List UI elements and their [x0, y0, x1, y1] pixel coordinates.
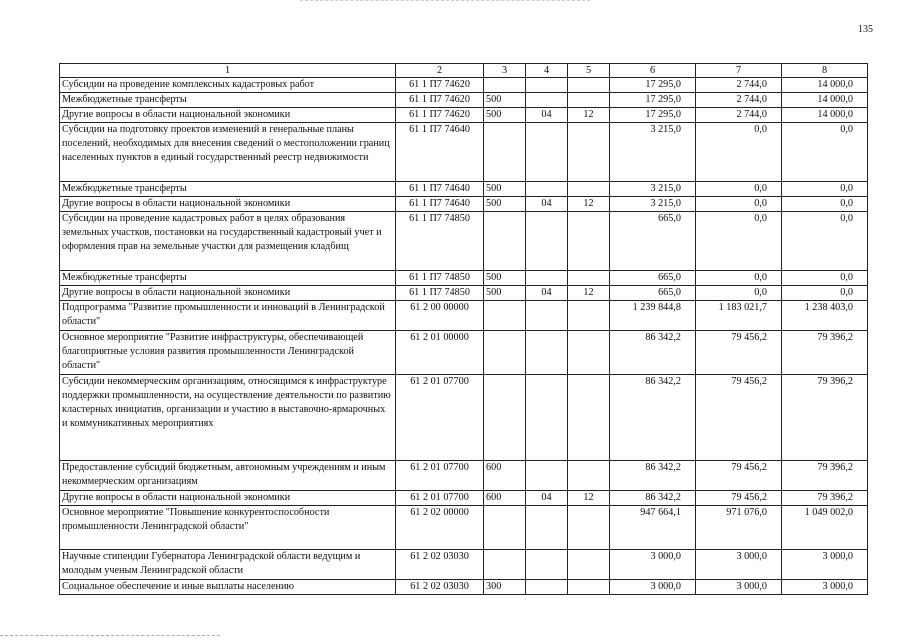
row-value-2023-cell: 3 000,0: [696, 580, 782, 595]
row-value-2024-cell: 14 000,0: [782, 93, 868, 108]
row-code-cell: 61 2 02 03030: [396, 550, 484, 580]
row-section-cell: 04: [526, 108, 568, 123]
row-value-2023-cell: 79 456,2: [696, 375, 782, 461]
row-code-cell: 61 1 П7 74620: [396, 108, 484, 123]
row-expense-type-cell: 500: [484, 108, 526, 123]
row-section-cell: [526, 461, 568, 491]
table-row: [60, 212, 868, 271]
row-section-cell: [526, 331, 568, 375]
row-value-2023-cell: 0,0: [696, 212, 782, 271]
row-value-2022-cell: 17 295,0: [610, 93, 696, 108]
row-subsection-cell: [568, 461, 610, 491]
row-section-cell: [526, 212, 568, 271]
row-subsection-cell: 12: [568, 197, 610, 212]
row-code-cell: 61 2 01 00000: [396, 331, 484, 375]
row-code-cell: 61 1 П7 74850: [396, 212, 484, 271]
header-cell: 2: [396, 64, 484, 78]
row-expense-type-cell: [484, 550, 526, 580]
row-subsection-cell: [568, 550, 610, 580]
row-name-cell: Межбюджетные трансферты: [60, 93, 396, 108]
table-row: [60, 301, 868, 331]
row-name-cell: Основное мероприятие "Развитие инфраструктуры, обеспечивающей благоприятные условия развития промышленности Ленинградской области": [60, 331, 396, 375]
table-body: [60, 78, 868, 595]
table-row: [60, 461, 868, 491]
table-row: [60, 182, 868, 197]
table-row: [60, 197, 868, 212]
row-section-cell: [526, 301, 568, 331]
header-cell: 1: [60, 64, 396, 78]
scan-edge-bottom: [0, 635, 220, 636]
row-section-cell: [526, 93, 568, 108]
row-subsection-cell: [568, 123, 610, 182]
row-code-cell: 61 2 01 07700: [396, 461, 484, 491]
row-expense-type-cell: 500: [484, 93, 526, 108]
row-value-2023-cell: 0,0: [696, 182, 782, 197]
row-section-cell: [526, 550, 568, 580]
row-expense-type-cell: 300: [484, 580, 526, 595]
row-value-2022-cell: 86 342,2: [610, 461, 696, 491]
row-subsection-cell: [568, 331, 610, 375]
row-value-2023-cell: 3 000,0: [696, 550, 782, 580]
row-value-2024-cell: 0,0: [782, 286, 868, 301]
row-name-cell: Другие вопросы в области национальной экономики: [60, 108, 396, 123]
row-value-2023-cell: 0,0: [696, 123, 782, 182]
row-name-cell: Межбюджетные трансферты: [60, 182, 396, 197]
row-expense-type-cell: [484, 375, 526, 461]
row-value-2023-cell: 79 456,2: [696, 331, 782, 375]
row-name-cell: Субсидии некоммерческим организациям, относящимся к инфраструктуре поддержки промышленности, на осуществление деятельности по развитию кластерных инициатив, организации и участию в выставочно-ярмарочных и коммуникативных мероприятиях: [60, 375, 396, 461]
row-expense-type-cell: [484, 123, 526, 182]
table-row: [60, 93, 868, 108]
table-row: [60, 123, 868, 182]
row-value-2024-cell: 0,0: [782, 123, 868, 182]
row-value-2023-cell: 2 744,0: [696, 93, 782, 108]
row-code-cell: 61 2 01 07700: [396, 491, 484, 506]
row-name-cell: Межбюджетные трансферты: [60, 271, 396, 286]
row-section-cell: [526, 123, 568, 182]
row-name-cell: Субсидии на проведение кадастровых работ в целях образования земельных участков, постановки на государственный кадастровый учет и оформления прав на земельные участки для размещения кладбищ: [60, 212, 396, 271]
row-value-2023-cell: 2 744,0: [696, 78, 782, 93]
row-subsection-cell: [568, 301, 610, 331]
row-name-cell: Другие вопросы в области национальной экономики: [60, 491, 396, 506]
row-value-2024-cell: 79 396,2: [782, 461, 868, 491]
row-expense-type-cell: 500: [484, 197, 526, 212]
row-section-cell: [526, 375, 568, 461]
row-expense-type-cell: [484, 331, 526, 375]
row-expense-type-cell: 600: [484, 461, 526, 491]
row-value-2023-cell: 0,0: [696, 271, 782, 286]
row-expense-type-cell: [484, 78, 526, 93]
row-expense-type-cell: [484, 506, 526, 550]
row-subsection-cell: 12: [568, 491, 610, 506]
row-name-cell: Другие вопросы в области национальной экономики: [60, 286, 396, 301]
row-expense-type-cell: [484, 301, 526, 331]
table-row: [60, 375, 868, 461]
table-row: [60, 550, 868, 580]
row-code-cell: 61 1 П7 74620: [396, 93, 484, 108]
header-row: [60, 64, 868, 78]
scan-edge-top: [300, 0, 590, 1]
row-value-2024-cell: 79 396,2: [782, 331, 868, 375]
row-value-2023-cell: 0,0: [696, 286, 782, 301]
row-value-2022-cell: 665,0: [610, 271, 696, 286]
header-cell: 7: [696, 64, 782, 78]
row-section-cell: [526, 580, 568, 595]
row-code-cell: 61 1 П7 74850: [396, 271, 484, 286]
row-name-cell: Основное мероприятие "Повышение конкурентоспособности промышленности Ленинградской области": [60, 506, 396, 550]
row-value-2022-cell: 86 342,2: [610, 331, 696, 375]
row-name-cell: Социальное обеспечение и иные выплаты населению: [60, 580, 396, 595]
row-value-2023-cell: 79 456,2: [696, 491, 782, 506]
row-value-2024-cell: 14 000,0: [782, 78, 868, 93]
row-value-2024-cell: 1 049 002,0: [782, 506, 868, 550]
row-value-2024-cell: 0,0: [782, 197, 868, 212]
row-value-2024-cell: 14 000,0: [782, 108, 868, 123]
row-code-cell: 61 2 02 00000: [396, 506, 484, 550]
table-row: [60, 286, 868, 301]
row-expense-type-cell: 500: [484, 271, 526, 286]
row-subsection-cell: [568, 375, 610, 461]
table-header: [60, 64, 868, 78]
table-row: [60, 580, 868, 595]
row-code-cell: 61 1 П7 74640: [396, 123, 484, 182]
row-value-2024-cell: 0,0: [782, 271, 868, 286]
header-cell: 8: [782, 64, 868, 78]
row-section-cell: 04: [526, 197, 568, 212]
row-section-cell: [526, 182, 568, 197]
header-cell: 6: [610, 64, 696, 78]
table-row: [60, 506, 868, 550]
row-value-2022-cell: 3 215,0: [610, 123, 696, 182]
row-name-cell: Предоставление субсидий бюджетным, автономным учреждениям и иным некоммерческим организациям: [60, 461, 396, 491]
row-subsection-cell: [568, 506, 610, 550]
row-expense-type-cell: 600: [484, 491, 526, 506]
row-section-cell: [526, 78, 568, 93]
header-cell: 4: [526, 64, 568, 78]
row-name-cell: Научные стипендии Губернатора Ленинградской области ведущим и молодым ученым Ленинградской области: [60, 550, 396, 580]
row-section-cell: 04: [526, 491, 568, 506]
row-subsection-cell: [568, 580, 610, 595]
row-subsection-cell: [568, 93, 610, 108]
row-value-2023-cell: 971 076,0: [696, 506, 782, 550]
header-cell: 3: [484, 64, 526, 78]
table-row: [60, 108, 868, 123]
row-subsection-cell: 12: [568, 108, 610, 123]
row-subsection-cell: [568, 271, 610, 286]
row-value-2022-cell: 665,0: [610, 286, 696, 301]
row-code-cell: 61 2 01 07700: [396, 375, 484, 461]
row-value-2024-cell: 79 396,2: [782, 375, 868, 461]
row-subsection-cell: [568, 212, 610, 271]
row-expense-type-cell: [484, 212, 526, 271]
row-subsection-cell: [568, 78, 610, 93]
row-code-cell: 61 1 П7 74620: [396, 78, 484, 93]
row-value-2024-cell: 0,0: [782, 182, 868, 197]
table-row: [60, 491, 868, 506]
budget-table: [59, 63, 868, 595]
row-value-2022-cell: 86 342,2: [610, 375, 696, 461]
row-subsection-cell: 12: [568, 286, 610, 301]
row-code-cell: 61 2 00 00000: [396, 301, 484, 331]
row-value-2022-cell: 1 239 844,8: [610, 301, 696, 331]
page-number: 135: [858, 24, 873, 35]
table-row: [60, 271, 868, 286]
table-row: [60, 78, 868, 93]
table-row: [60, 331, 868, 375]
row-expense-type-cell: 500: [484, 182, 526, 197]
row-value-2024-cell: 79 396,2: [782, 491, 868, 506]
row-value-2022-cell: 947 664,1: [610, 506, 696, 550]
row-value-2024-cell: 1 238 403,0: [782, 301, 868, 331]
row-subsection-cell: [568, 182, 610, 197]
row-section-cell: [526, 271, 568, 286]
row-value-2023-cell: 1 183 021,7: [696, 301, 782, 331]
row-code-cell: 61 2 02 03030: [396, 580, 484, 595]
row-value-2023-cell: 79 456,2: [696, 461, 782, 491]
row-code-cell: 61 1 П7 74640: [396, 197, 484, 212]
row-name-cell: Субсидии на подготовку проектов изменений в генеральные планы поселений, необходимых для внесения сведений о местоположении границ населенных пунктов в единый государственный реестр недвижимости: [60, 123, 396, 182]
row-code-cell: 61 1 П7 74850: [396, 286, 484, 301]
row-value-2022-cell: 17 295,0: [610, 108, 696, 123]
row-name-cell: Подпрограмма "Развитие промышленности и инноваций в Ленинградской области": [60, 301, 396, 331]
row-value-2022-cell: 665,0: [610, 212, 696, 271]
row-section-cell: [526, 506, 568, 550]
row-expense-type-cell: 500: [484, 286, 526, 301]
row-name-cell: Другие вопросы в области национальной экономики: [60, 197, 396, 212]
row-code-cell: 61 1 П7 74640: [396, 182, 484, 197]
row-value-2022-cell: 17 295,0: [610, 78, 696, 93]
header-cell: 5: [568, 64, 610, 78]
row-value-2023-cell: 0,0: [696, 197, 782, 212]
row-value-2023-cell: 2 744,0: [696, 108, 782, 123]
row-value-2024-cell: 3 000,0: [782, 550, 868, 580]
row-section-cell: 04: [526, 286, 568, 301]
row-name-cell: Субсидии на проведение комплексных кадастровых работ: [60, 78, 396, 93]
row-value-2024-cell: 0,0: [782, 212, 868, 271]
row-value-2022-cell: 3 215,0: [610, 182, 696, 197]
row-value-2024-cell: 3 000,0: [782, 580, 868, 595]
row-value-2022-cell: 3 215,0: [610, 197, 696, 212]
row-value-2022-cell: 86 342,2: [610, 491, 696, 506]
row-value-2022-cell: 3 000,0: [610, 580, 696, 595]
row-value-2022-cell: 3 000,0: [610, 550, 696, 580]
